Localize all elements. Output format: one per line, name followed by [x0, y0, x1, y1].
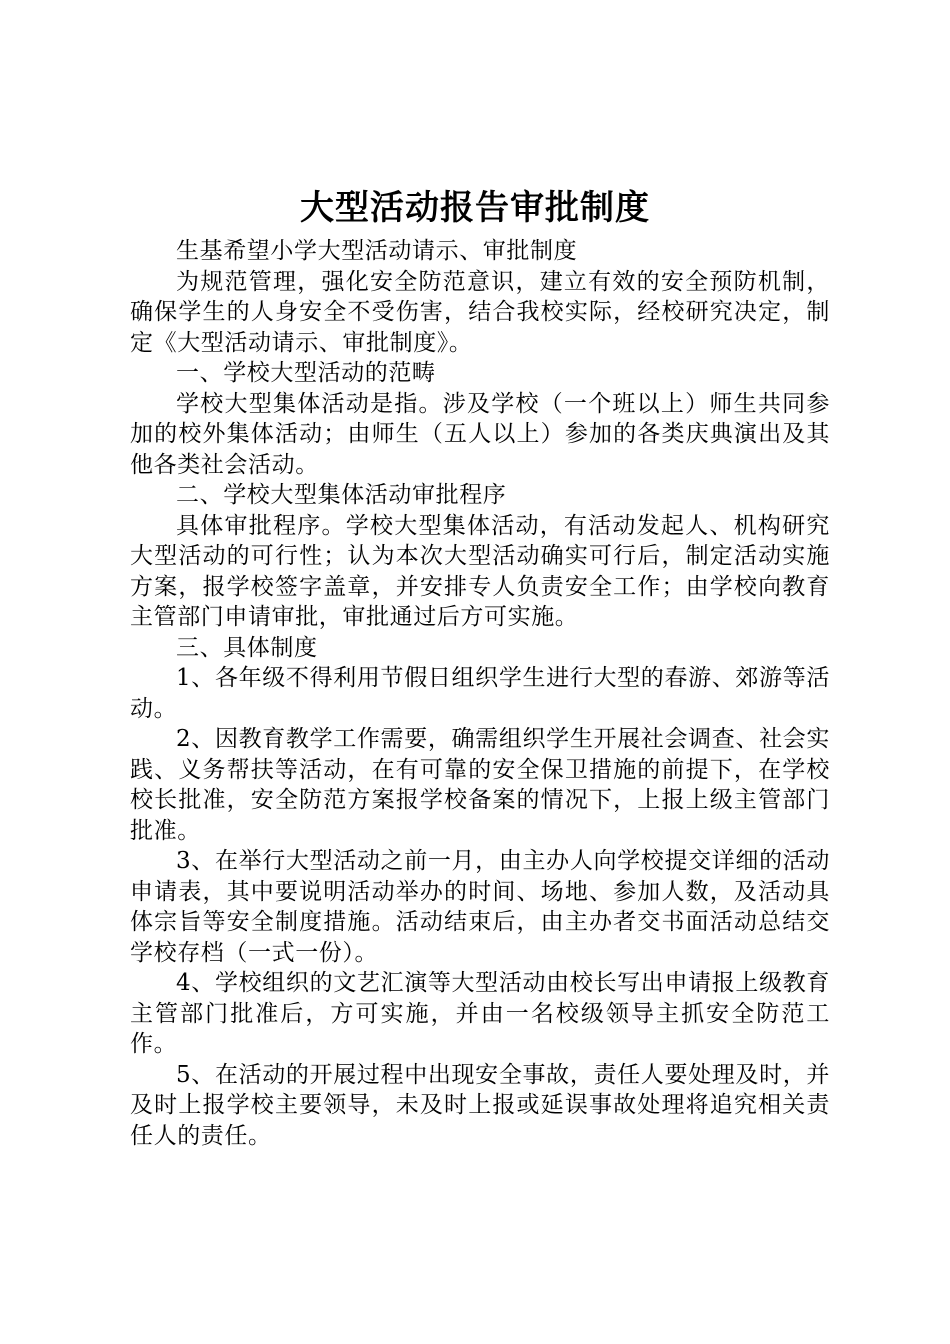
paragraph-intro: 为规范管理，强化安全防范意识，建立有效的安全预防机制，确保学生的人身安全不受伤害，结合我校实际，经校研究决定，制定《大型活动请示、审批制度》。	[130, 268, 830, 356]
document-body	[130, 236, 830, 1151]
paragraph-procedure: 具体审批程序。学校大型集体活动，有活动发起人、机构研究大型活动的可行性；认为本次大型活动确实可行后，制定活动实施方案，报学校签字盖章，并安排专人负责安全工作；由学校向教育主管部门申请审批，审批通过后方可实施。	[130, 512, 830, 630]
paragraph-school-name: 生基希望小学大型活动请示、审批制度	[176, 238, 578, 264]
rule-item-3: 3、在举行大型活动之前一月，由主办人向学校提交详细的活动申请表，其中要说明活动举办的时间、场地、参加人数，及活动具体宗旨等安全制度措施。活动结束后，由主办者交书面活动总结交学校存档（一式一份）。	[130, 848, 830, 966]
section-heading-procedure: 二、学校大型集体活动审批程序	[176, 482, 507, 508]
rule-item-2: 2、因教育教学工作需要，确需组织学生开展社会调查、社会实践、义务帮扶等活动，在有可靠的安全保卫措施的前提下，在学校校长批准，安全防范方案报学校备案的情况下，上报上级主管部门批准。	[130, 726, 830, 844]
document-title: 大型活动报告审批制度	[300, 188, 650, 228]
rule-item-5: 5、在活动的开展过程中出现安全事故，责任人要处理及时，并及时上报学校主要领导，未及时上报或延误事故处理将追究相关责任人的责任。	[130, 1061, 830, 1149]
section-heading-scope: 一、学校大型活动的范畴	[176, 360, 436, 386]
section-heading-rules: 三、具体制度	[176, 634, 318, 661]
paragraph-scope: 学校大型集体活动是指。涉及学校（一个班以上）师生共同参加的校外集体活动；由师生（五人以上）参加的各类庆典演出及其他各类社会活动。	[130, 390, 830, 478]
rule-item-1: 1、各年级不得利用节假日组织学生进行大型的春游、郊游等活动。	[130, 665, 830, 722]
rule-item-4: 4、学校组织的文艺汇演等大型活动由校长写出申请报上级教育主管部门批准后，方可实施，并由一名校级领导主抓安全防范工作。	[130, 970, 830, 1057]
